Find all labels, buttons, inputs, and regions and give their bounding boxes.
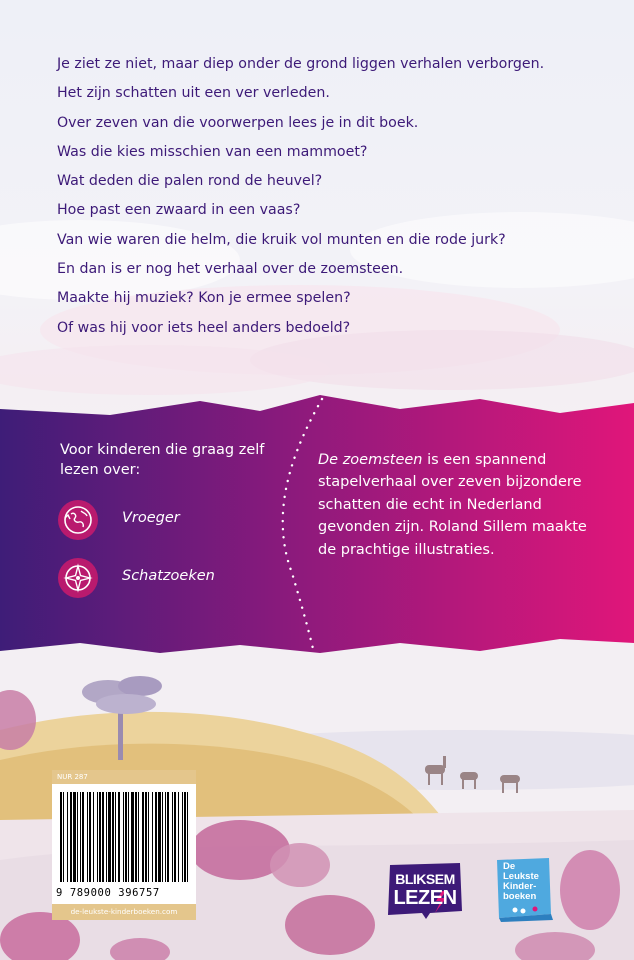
barcode-bar	[187, 792, 188, 882]
barcode-bar	[115, 792, 116, 882]
book-title: De zoemsteen	[318, 452, 423, 468]
barcode-bar	[80, 792, 81, 882]
barcode-bar	[128, 792, 129, 882]
intro-line: Je ziet ze niet, maar diep onder de grond liggen verhalen verborgen.	[57, 56, 545, 72]
barcode-bar	[67, 792, 68, 882]
barcode-bar	[82, 792, 84, 882]
barcode-bar	[60, 792, 62, 882]
barcode-bar	[178, 792, 179, 882]
barcode-bar	[70, 792, 72, 882]
audience-title: Voor kinderen die graag zelf lezen over:	[60, 442, 265, 478]
logo-text: BLIKSEM	[395, 871, 455, 887]
barcode-bar	[123, 792, 124, 882]
barcode-bar	[93, 792, 94, 882]
barcode-bar	[112, 792, 114, 882]
website-label: de-leukste-kinderboeken.com	[52, 904, 196, 920]
barcode-bar	[77, 792, 78, 882]
barcode-bar	[155, 792, 157, 882]
globe-clock-icon	[62, 504, 94, 536]
barcode-bar	[184, 792, 186, 882]
leukste-kinderboeken-logo	[491, 856, 557, 922]
barcode-bar	[138, 792, 139, 882]
intro-line: Maakte hij muziek? Kon je ermee spelen?	[57, 290, 351, 307]
barcode-bar	[108, 792, 111, 882]
barcode-bar	[97, 792, 98, 882]
logo-text: boeken	[503, 891, 537, 902]
topic-schatzoeken	[58, 558, 298, 608]
barcode-bar	[125, 792, 127, 882]
barcode-bar	[174, 792, 176, 882]
logo-text: De	[503, 861, 516, 872]
barcode-bar	[182, 792, 183, 882]
barcode-bar	[162, 792, 163, 882]
intro-line: Was die kies misschien van een mammoet?	[57, 143, 368, 160]
intro-line: Of was hij voor iets heel anders bedoeld?	[57, 319, 351, 336]
intro-line: Hoe past een zwaard in een vaas?	[57, 202, 301, 219]
intro-line: En dan is er nog het verhaal over de zoemsteen.	[57, 261, 404, 278]
barcode-bar	[165, 792, 166, 882]
barcode-bar	[167, 792, 169, 882]
logo-text: LEZEN	[393, 887, 457, 909]
barcode	[52, 784, 196, 904]
barcode-bar	[135, 792, 137, 882]
barcode-bar	[148, 792, 149, 882]
barcode-bar	[131, 792, 134, 882]
compass-icon	[62, 562, 94, 594]
barcode-bar	[158, 792, 161, 882]
barcode-bar	[102, 792, 104, 882]
barcode-bar	[142, 792, 144, 882]
barcode-bar	[99, 792, 101, 882]
intro-line: Het zijn schatten uit een ver verleden.	[57, 85, 330, 102]
topic-badge	[58, 558, 98, 598]
barcode-bars	[60, 792, 188, 886]
topic-label: Vroeger	[122, 510, 180, 526]
ean-number: 9 789000 396757	[56, 887, 160, 899]
intro-text	[57, 55, 617, 348]
barcode-bar	[89, 792, 91, 882]
intro-line: Over zeven van die voorwerpen lees je in dit boek.	[57, 114, 419, 131]
topic-label: Schatzoeken	[122, 568, 215, 584]
barcode-bar	[87, 792, 88, 882]
blurb-body: is een spannend stapelverhaal over zeven bijzondere schatten die echt in Nederland gevonden zijn. Roland Sillem maakte de prachtige illustraties.	[318, 452, 587, 558]
barcode-bar	[73, 792, 76, 882]
logo-text: Leukste	[503, 871, 539, 882]
barcode-bar	[118, 792, 120, 882]
intro-line: Wat deden die palen rond de heuvel?	[57, 173, 323, 190]
barcode-bar	[63, 792, 64, 882]
bliksem-lezen-logo	[386, 861, 464, 919]
logo-text: Kinder-	[503, 881, 537, 892]
intro-line: Van wie waren die helm, die kruik vol munten en die rode jurk?	[57, 231, 506, 248]
topic-vroeger	[58, 500, 298, 550]
topic-badge	[58, 500, 98, 540]
barcode-bar	[106, 792, 107, 882]
barcode-bar	[145, 792, 147, 882]
barcode-bar	[152, 792, 153, 882]
blurb-text	[318, 449, 608, 561]
barcode-bar	[172, 792, 173, 882]
nur-label: NUR 287	[52, 770, 196, 784]
